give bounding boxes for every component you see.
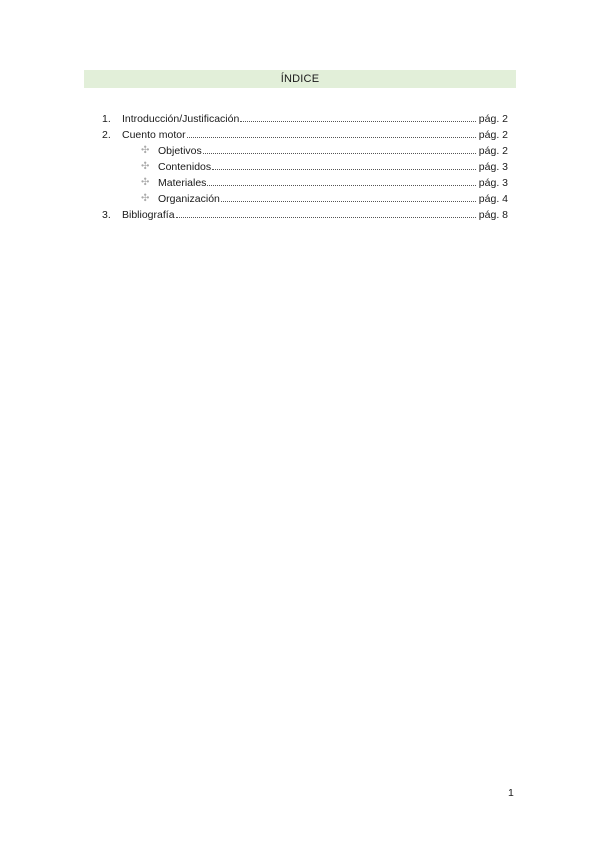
- toc-page: pág. 3: [478, 161, 508, 173]
- bullet-icon: ✣: [141, 193, 150, 204]
- toc-entry-organizacion[interactable]: [0, 191, 599, 207]
- toc-label: Bibliografía: [122, 209, 175, 221]
- bullet-icon: ✣: [141, 145, 150, 156]
- toc-entry-cuento-motor[interactable]: [0, 127, 599, 143]
- toc-number: 3.: [102, 209, 111, 221]
- toc-entry-introduccion[interactable]: [0, 111, 599, 127]
- toc-leader: [176, 216, 476, 218]
- toc-leader: [187, 136, 476, 138]
- toc-entry-objetivos[interactable]: [0, 143, 599, 159]
- toc-entry-contenidos[interactable]: [0, 159, 599, 175]
- toc-page: pág. 3: [478, 177, 508, 189]
- toc-label: Organización: [158, 193, 220, 205]
- toc-leader: [212, 168, 476, 170]
- toc-page: pág. 4: [478, 193, 508, 205]
- bullet-icon: ✣: [141, 177, 150, 188]
- toc-label: Cuento motor: [122, 129, 186, 141]
- toc-label: Materiales: [158, 177, 207, 189]
- toc-leader: [203, 152, 476, 154]
- toc-entry-materiales[interactable]: [0, 175, 599, 191]
- toc-number: 2.: [102, 129, 111, 141]
- toc-page: pág. 2: [478, 129, 508, 141]
- index-title: ÍNDICE: [280, 73, 320, 85]
- toc-entry-bibliografia[interactable]: [0, 207, 599, 223]
- toc-label: Introducción/Justificación: [122, 113, 240, 125]
- index-title-bar: [84, 70, 516, 88]
- page-number: 1: [508, 787, 514, 799]
- toc-number: 1.: [102, 113, 111, 125]
- toc-label: Objetivos: [158, 145, 202, 157]
- toc-leader: [221, 200, 476, 202]
- toc-page: pág. 2: [478, 145, 508, 157]
- toc-label: Contenidos: [158, 161, 212, 173]
- toc-leader: [207, 184, 475, 186]
- bullet-icon: ✣: [141, 161, 150, 172]
- toc-page: pág. 8: [478, 209, 508, 221]
- toc-leader: [240, 120, 475, 122]
- toc-page: pág. 2: [478, 113, 508, 125]
